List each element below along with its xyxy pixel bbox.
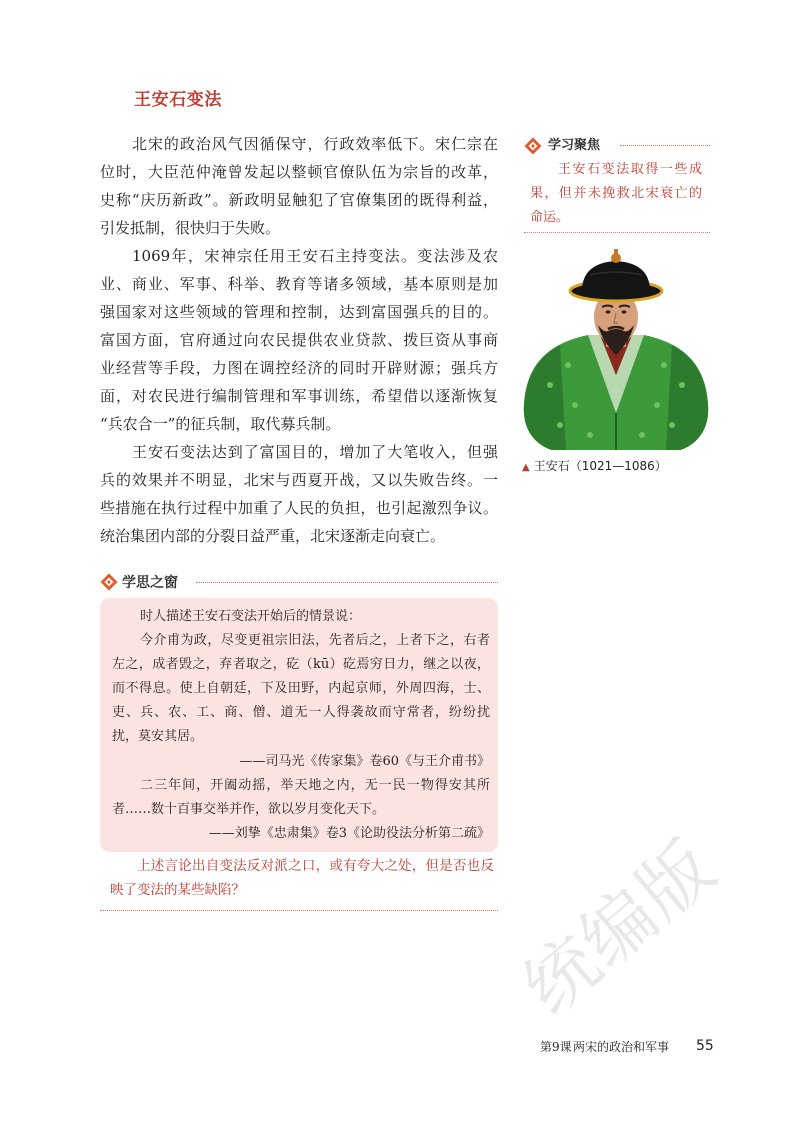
watermark: 统编版: [507, 823, 732, 1031]
quote-line: 二三年间，开阖动摇，举天地之内，无一民一物得安其所: [140, 777, 490, 793]
paragraph: [100, 242, 498, 438]
paragraph-line: 强国家对这些领域的管理和控制，达到富国强兵的目的。: [100, 303, 498, 321]
portrait-caption: [522, 458, 667, 476]
paragraph-line: 业、商业、军事、科举、教育等诸多领域，基本原则是加: [100, 275, 498, 293]
question-line: 上述言论出自变法反对派之口，或有夸大之处，但是否也反: [137, 858, 494, 874]
paragraph-line: “兵农合一”的征兵制，取代募兵制。: [100, 415, 341, 433]
page-number: 55: [696, 1038, 714, 1054]
focus-line: 命运。: [530, 210, 570, 225]
quote-source: ——司马光《传家集》卷60《与王介甫书》: [239, 753, 490, 769]
quote-line: 左之，成者毁之，弃者取之，矻（kū）矻焉穷日力，继之以夜，: [112, 657, 490, 673]
divider: [100, 910, 498, 911]
quote-line: 今介甫为政，尽变更祖宗旧法，先者后之，上者下之，右者: [140, 633, 490, 649]
learning-focus-label: 学习聚焦: [548, 138, 601, 153]
paragraph: [100, 130, 498, 242]
quote-line: 而不得息。使上自朝廷，下及田野，内起京师，外周四海，士、: [112, 681, 490, 697]
discussion-question: [110, 854, 494, 902]
paragraph-line: 业经营等手段，力图在调控经济的同时开辟财源；强兵方: [100, 359, 498, 377]
section-title: 王安石变法: [134, 90, 222, 110]
quote-content: [112, 605, 490, 846]
paragraph-line: 统治集团内部的分裂日益严重，北宋逐渐走向衰亡。: [100, 527, 446, 545]
question-line: 映了变法的某些缺陷？: [110, 882, 245, 898]
paragraph-line: 兵的效果并不明显，北宋与西夏开战，又以失败告终。一: [100, 471, 498, 489]
paragraph-line: 1069年，宋神宗任用王安石主持变法。变法涉及农: [132, 247, 498, 265]
quote-line: 者……数十百事交举并作，欲以岁月变化天下。: [112, 801, 386, 817]
quote-source: ——刘挚《忠肃集》卷3《论助役法分析第二疏》: [208, 825, 490, 841]
triangle-marker-icon: ▲: [522, 462, 530, 473]
diamond-icon: [524, 137, 542, 155]
portrait-hat: [582, 261, 650, 291]
divider: [524, 232, 710, 233]
paragraph-line: 面，对农民进行编制管理和军事训练，希望借以逐渐恢复: [100, 387, 498, 405]
main-text: [100, 130, 498, 550]
paragraph-line: 引发抵制，很快归于失败。: [100, 219, 281, 237]
paragraph-line: 些措施在执行过程中加重了人民的负担，也引起激烈争议。: [100, 499, 498, 517]
paragraph-line: 王安石变法达到了富国目的，增加了大笔收入，但强: [132, 443, 498, 461]
quote-intro: 时人描述王安石变法开始后的情景说：: [140, 609, 362, 624]
divider: [196, 582, 498, 583]
paragraph-line: 史称“庆历新政”。新政明显触犯了官僚集团的既得利益，: [100, 191, 498, 209]
divider: [620, 145, 710, 146]
paragraph: [100, 438, 498, 550]
quote-line: 吏、兵、农、工、商、僧、道无一人得袭故而守常者，纷纷扰: [112, 705, 490, 721]
footer-lesson-title: 两宋的政治和军事: [573, 1040, 670, 1054]
paragraph-line: 富国方面，官府通过向农民提供农业贷款、拨巨资从事商: [100, 331, 498, 349]
footer-lesson: 第9课: [540, 1040, 572, 1054]
caption-text: 王安石（1021—1086）: [533, 459, 667, 473]
diamond-icon: [100, 573, 118, 591]
thinking-window-label: 学思之窗: [122, 575, 178, 591]
quote-line: 扰，莫安其居。: [112, 729, 204, 745]
portrait-image: [520, 245, 712, 450]
paragraph-line: 北宋的政治风气因循保守，行政效率低下。宋仁宗在: [132, 135, 498, 153]
learning-focus-text: [530, 158, 702, 230]
focus-line: 王安石变法取得一些成: [558, 162, 702, 177]
paragraph-line: 位时，大臣范仲淹曾发起以整顿官僚队伍为宗旨的改革，: [100, 163, 498, 181]
focus-line: 果，但并未挽救北宋衰亡的: [530, 186, 702, 201]
